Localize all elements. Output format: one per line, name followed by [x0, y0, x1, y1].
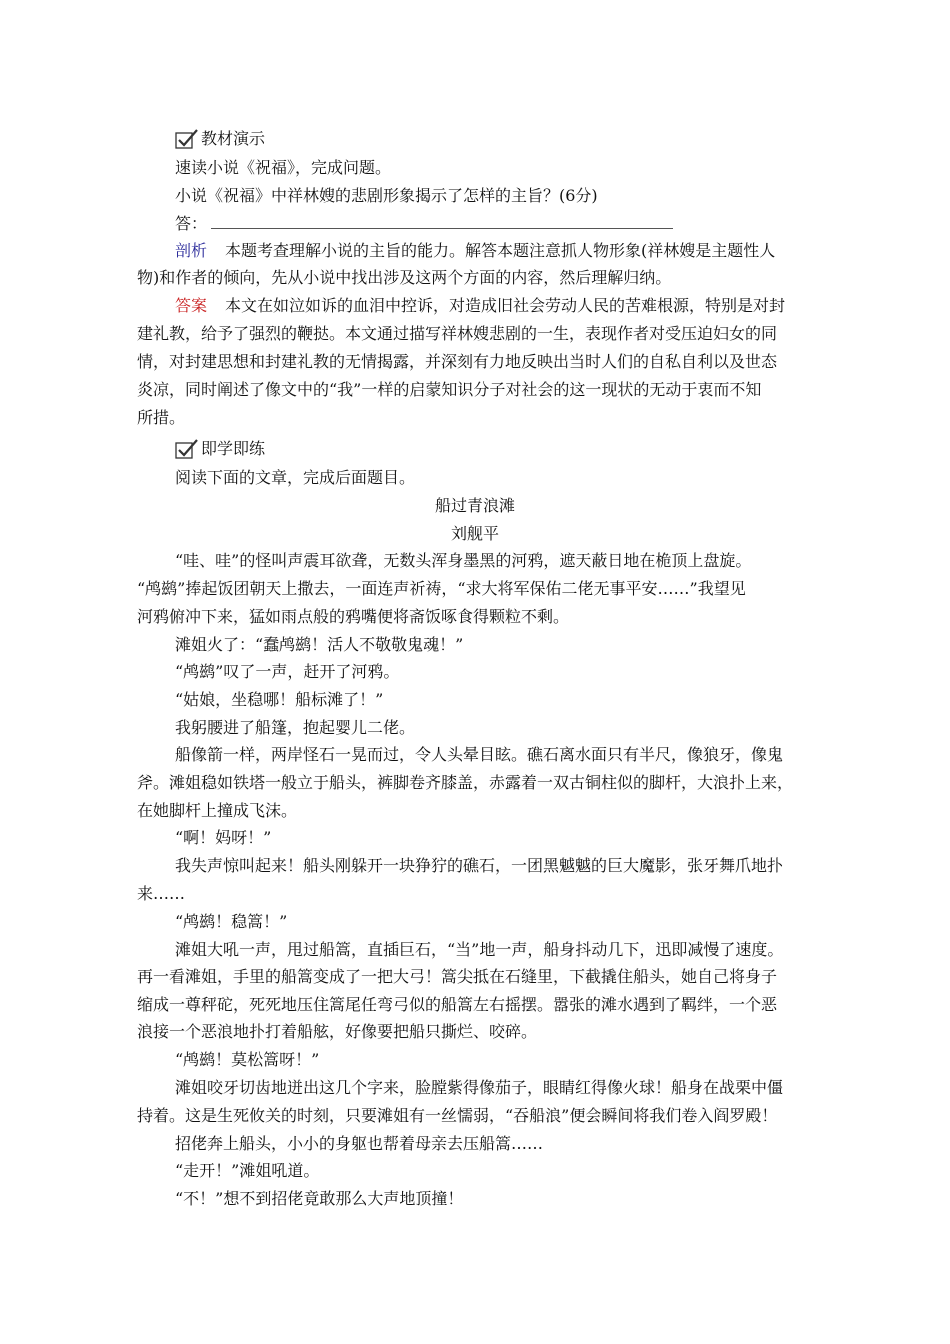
analysis-line — [175, 241, 865, 261]
answer-key-line — [175, 296, 865, 316]
analysis-line: 物)和作者的倾向，先从小说中找出涉及这两个方面的内容，然后理解归纳。 — [137, 268, 672, 287]
instruction-text: 速读小说《祝福》，完成问题。 — [175, 158, 392, 177]
article-paragraph-line: 浪接一个恶浪地扑打着船舷，好像要把船只撕烂、咬碎。 — [137, 1022, 538, 1041]
checkbox-check-icon — [175, 438, 199, 460]
article-paragraph-line: 我失声惊叫起来！船头刚躲开一块狰狞的礁石，一团黑魆魆的巨大魔影，张牙舞爪地扑 — [175, 856, 784, 875]
article-paragraph-line: “姑娘，坐稳哪！船标滩了！” — [175, 690, 384, 709]
answer-label: 答： — [175, 214, 208, 233]
answer-key-text: 本文在如泣如诉的血泪中控诉，对造成旧社会劳动人民的苦难根源，特别是对封 — [225, 296, 786, 315]
article-title: 船过青浪滩 — [434, 496, 515, 515]
article-paragraph-line: 我躬腰进了船篷，抱起婴儿二佬。 — [175, 718, 416, 737]
answer-key-label: 答案 — [175, 296, 208, 315]
instruction-text: 阅读下面的文章，完成后面题目。 — [175, 468, 416, 487]
article-paragraph-line: 再一看滩姐，手里的船篙变成了一把大弓！篙尖抵在石缝里，下截撬住船头，她自己将身子 — [137, 967, 778, 986]
section-heading-practice — [175, 438, 865, 460]
article-paragraph-line: 滩姐咬牙切齿地迸出这几个字来，脸膛紫得像茄子，眼睛红得像火球！船身在战栗中僵 — [175, 1078, 784, 1097]
article-paragraph-line: 持着。这是生死攸关的时刻，只要滩姐有一丝懦弱，“吞船浪”便会瞬间将我们卷入阎罗殿！ — [137, 1106, 778, 1125]
article-paragraph-line: “鸬鹚”叹了一声，赶开了河鸦。 — [175, 662, 400, 681]
question-text: 小说《祝福》中祥林嫂的悲剧形象揭示了怎样的主旨？(6分) — [175, 186, 598, 205]
article-paragraph-line: 在她脚杆上撞成飞沫。 — [137, 801, 298, 820]
article-paragraph-line: 缩成一尊秤砣，死死地压住篙尾任弯弓似的船篙左右摇摆。嚣张的滩水遇到了羁绊，一个恶 — [137, 995, 778, 1014]
section-title: 即学即练 — [201, 439, 266, 458]
article-paragraph-line: “鸬鹚”捧起饭团朝天上撒去，一面连声祈祷，“求大将军保佑二佬无事平安……”我望见 — [137, 579, 746, 598]
answer-blank-line — [211, 214, 673, 229]
article-paragraph-line: 来…… — [137, 884, 186, 903]
checkbox-check-icon — [175, 128, 199, 150]
section-heading-textbook-demo — [175, 128, 865, 150]
analysis-label: 剖析 — [175, 241, 208, 260]
article-paragraph-line: “鸬鹚！莫松篙呀！” — [175, 1050, 320, 1069]
answer-key-line: 建礼教，给予了强烈的鞭挞。本文通过描写祥林嫂悲剧的一生，表现作者对受压迫妇女的同 — [137, 324, 778, 343]
article-paragraph-line: 斧。滩姐稳如铁塔一般立于船头，裤脚卷齐膝盖，赤露着一双古铜柱似的脚杆，大浪扑上来， — [137, 773, 794, 792]
article-paragraph-line: 招佬奔上船头，小小的身躯也帮着母亲去压船篙…… — [175, 1134, 544, 1153]
analysis-text: 本题考查理解小说的主旨的能力。解答本题注意抓人物形象(祥林嫂是主题性人 — [225, 241, 776, 260]
article-paragraph-line: 船像箭一样，两岸怪石一晃而过，令人头晕目眩。礁石离水面只有半尺，像狼牙，像鬼 — [175, 745, 784, 764]
article-paragraph-line: 河鸦俯冲下来，猛如雨点般的鸦嘴便将斋饭啄食得颗粒不剩。 — [137, 607, 570, 626]
article-author: 刘舰平 — [450, 524, 499, 543]
article-paragraph-line: “啊！妈呀！” — [175, 828, 272, 847]
article-paragraph-line: 滩姐火了：“蠢鸬鹚！活人不敬敬鬼魂！” — [175, 635, 464, 654]
answer-key-line: 炎凉，同时阐述了像文中的“我”一样的启蒙知识分子对社会的这一现状的无动于衷而不知 — [137, 380, 762, 399]
article-paragraph-line: “哇、哇”的怪叫声震耳欲聋，无数头浑身墨黑的河鸦，遮天蔽日地在桅顶上盘旋。 — [175, 551, 752, 570]
section-title: 教材演示 — [201, 129, 266, 148]
article-paragraph-line: “不！”想不到招佬竟敢那么大声地顶撞！ — [175, 1189, 464, 1208]
answer-key-line: 情，对封建思想和封建礼教的无情揭露，并深刻有力地反映出当时人们的自私自利以及世态 — [137, 352, 778, 371]
article-paragraph-line: “鸬鹚！稳篙！” — [175, 912, 288, 931]
answer-key-line: 所措。 — [137, 408, 186, 427]
answer-row — [175, 214, 865, 234]
article-paragraph-line: “走开！”滩姐吼道。 — [175, 1161, 320, 1180]
article-paragraph-line: 滩姐大吼一声，甩过船篙，直插巨石，“当”地一声，船身抖动几下，迅即减慢了速度。 — [175, 940, 784, 959]
